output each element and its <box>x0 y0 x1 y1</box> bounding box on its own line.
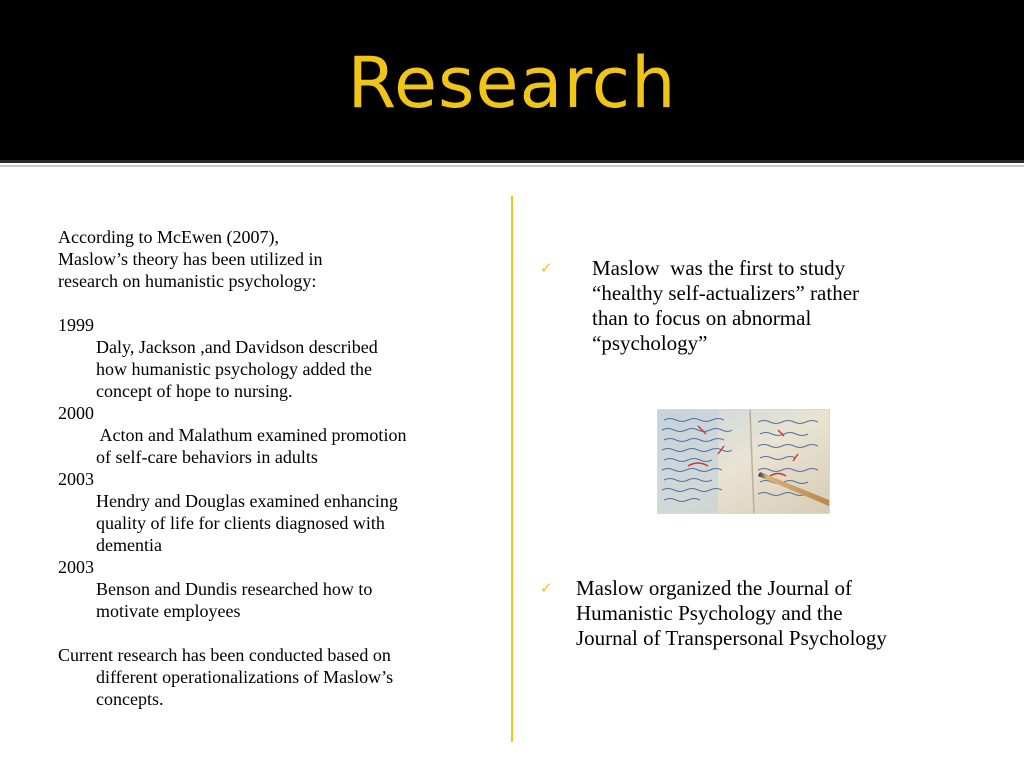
bullet-first-study <box>540 256 980 356</box>
entry-year: 2003 <box>58 469 94 489</box>
slide-title: Research <box>347 42 677 124</box>
intro-line: Maslow’s theory has been utilized in <box>58 249 323 269</box>
research-entry <box>58 468 498 556</box>
entry-line: of self-care behaviors in adults <box>96 447 318 467</box>
research-entry <box>58 556 498 622</box>
entry-line: how humanistic psychology added the <box>96 359 372 379</box>
current-line: different operationalizations of Maslow’s <box>96 667 394 687</box>
bullet-line: “psychology” <box>592 331 708 355</box>
entry-year: 2000 <box>58 403 94 423</box>
intro-line: research on humanistic psychology: <box>58 271 317 291</box>
right-column <box>540 256 980 650</box>
research-entry <box>58 402 498 468</box>
column-divider <box>511 196 513 742</box>
research-entry <box>58 314 498 402</box>
bullet-line: Maslow organized the Journal of <box>576 576 853 600</box>
current-line: concepts. <box>96 689 164 709</box>
entry-line: quality of life for clients diagnosed with <box>96 513 385 533</box>
handwritten-notes-image <box>657 409 830 514</box>
entry-year: 1999 <box>58 315 94 335</box>
current-line: Current research has been conducted based on <box>58 645 391 665</box>
header-rule-dark <box>0 160 1024 163</box>
entry-line: dementia <box>96 535 162 555</box>
entry-line: Acton and Malathum examined promotion <box>96 425 407 445</box>
entry-line: Hendry and Douglas examined enhancing <box>96 491 398 511</box>
bullet-line: Humanistic Psychology and the <box>576 601 843 625</box>
checkmark-icon: ✓ <box>540 579 553 597</box>
bullet-line: Journal of Transpersonal Psychology <box>576 626 887 650</box>
title-bar <box>0 0 1024 160</box>
current-research <box>58 644 498 710</box>
entry-line: Daly, Jackson ,and Davidson described <box>96 337 378 357</box>
entry-year: 2003 <box>58 557 94 577</box>
header-rule-light <box>0 165 1024 167</box>
entry-line: Benson and Dundis researched how to <box>96 579 373 599</box>
entry-line: concept of hope to nursing. <box>96 381 293 401</box>
bullet-journals <box>540 576 887 651</box>
intro-line: According to McEwen (2007), <box>58 227 279 247</box>
bullet-line: Maslow was the first to study <box>592 256 846 280</box>
entry-line: motivate employees <box>96 601 241 621</box>
checkmark-icon: ✓ <box>540 259 553 277</box>
bullet-line: than to focus on abnormal <box>592 306 812 330</box>
left-column <box>58 226 498 710</box>
bullet-line: “healthy self-actualizers” rather <box>592 281 860 305</box>
intro-text <box>58 226 498 292</box>
